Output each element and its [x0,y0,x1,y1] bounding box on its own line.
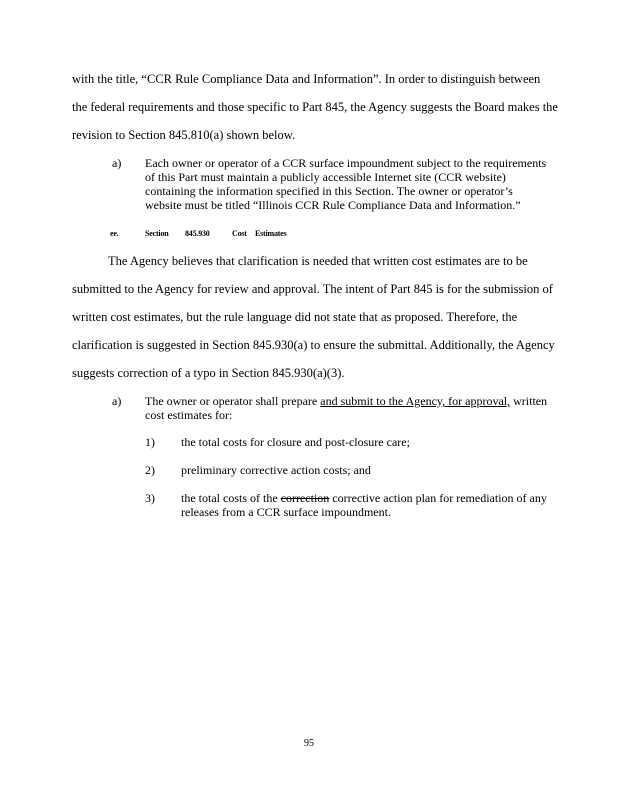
item-930a-line-2: cost estimates for: [145,408,233,422]
intro-line-1: with the title, “CCR Rule Compliance Data and Information”. In order to distinguish between [72,72,541,86]
subitem-1-num: 1) [145,435,155,449]
item-930a-inserted-text: and submit to the Agency, for approval, [320,394,511,408]
item-810a-label: a) [112,156,122,170]
subitem-2-num: 2) [145,463,155,477]
item-810a-line-4: website must be titled “Illinois CCR Rule Compliance Data and Information.” [145,198,521,212]
intro-line-2: the federal requirements and those specific to Part 845, the Agency suggests the Board makes the [72,100,558,114]
item-930a-post: written [510,394,548,408]
para2-line-5: suggests correction of a typo in Section 845.930(a)(3). [72,366,345,380]
para2-line-1: The Agency believes that clarification is needed that written cost estimates are to be [108,254,528,268]
item-810a-line-3: containing the information specified in this Section. The owner or operator’s [145,184,513,198]
item-930a-line-1 [145,394,585,408]
subitem-2-text: preliminary corrective action costs; and [181,463,371,477]
section-heading-estimates: Estimates [255,229,287,238]
subitem-3-deleted-text: correction [280,491,330,505]
para2-line-4: clarification is suggested in Section 845.930(a) to ensure the submittal. Additionally, the Agency [72,338,555,352]
subitem-3-post: corrective action plan for remediation of any [329,491,547,505]
section-heading-cost: Cost [232,229,247,238]
subitem-3-line-1 [181,491,581,505]
page-number: 95 [304,738,314,749]
item-810a-line-1: Each owner or operator of a CCR surface impoundment subject to the requirements [145,156,547,170]
subitem-3-num: 3) [145,491,155,505]
item-930a-text [145,394,585,422]
section-heading-word: Section [145,229,169,238]
subitem-1-text: the total costs for closure and post-closure care; [181,435,410,449]
subitem-3-pre: the total costs of the [181,491,281,505]
section-ee-label: ee. [110,229,119,238]
section-heading-number: 845.930 [185,229,210,238]
para2-line-3: written cost estimates, but the rule language did not state that as proposed. Therefore, the [72,310,518,324]
subitem-3-line-2: releases from a CCR surface impoundment. [181,505,391,519]
item-930a-label: a) [112,394,122,408]
para2-line-2: submitted to the Agency for review and approval. The intent of Part 845 is for the submission of [72,282,553,296]
subitem-3-text [181,491,581,519]
item-810a-line-2: of this Part must maintain a publicly accessible Internet site (CCR website) [145,170,506,184]
intro-line-3: revision to Section 845.810(a) shown below. [72,128,296,142]
item-810a-text [145,156,585,212]
item-930a-pre: The owner or operator shall prepare [145,394,321,408]
